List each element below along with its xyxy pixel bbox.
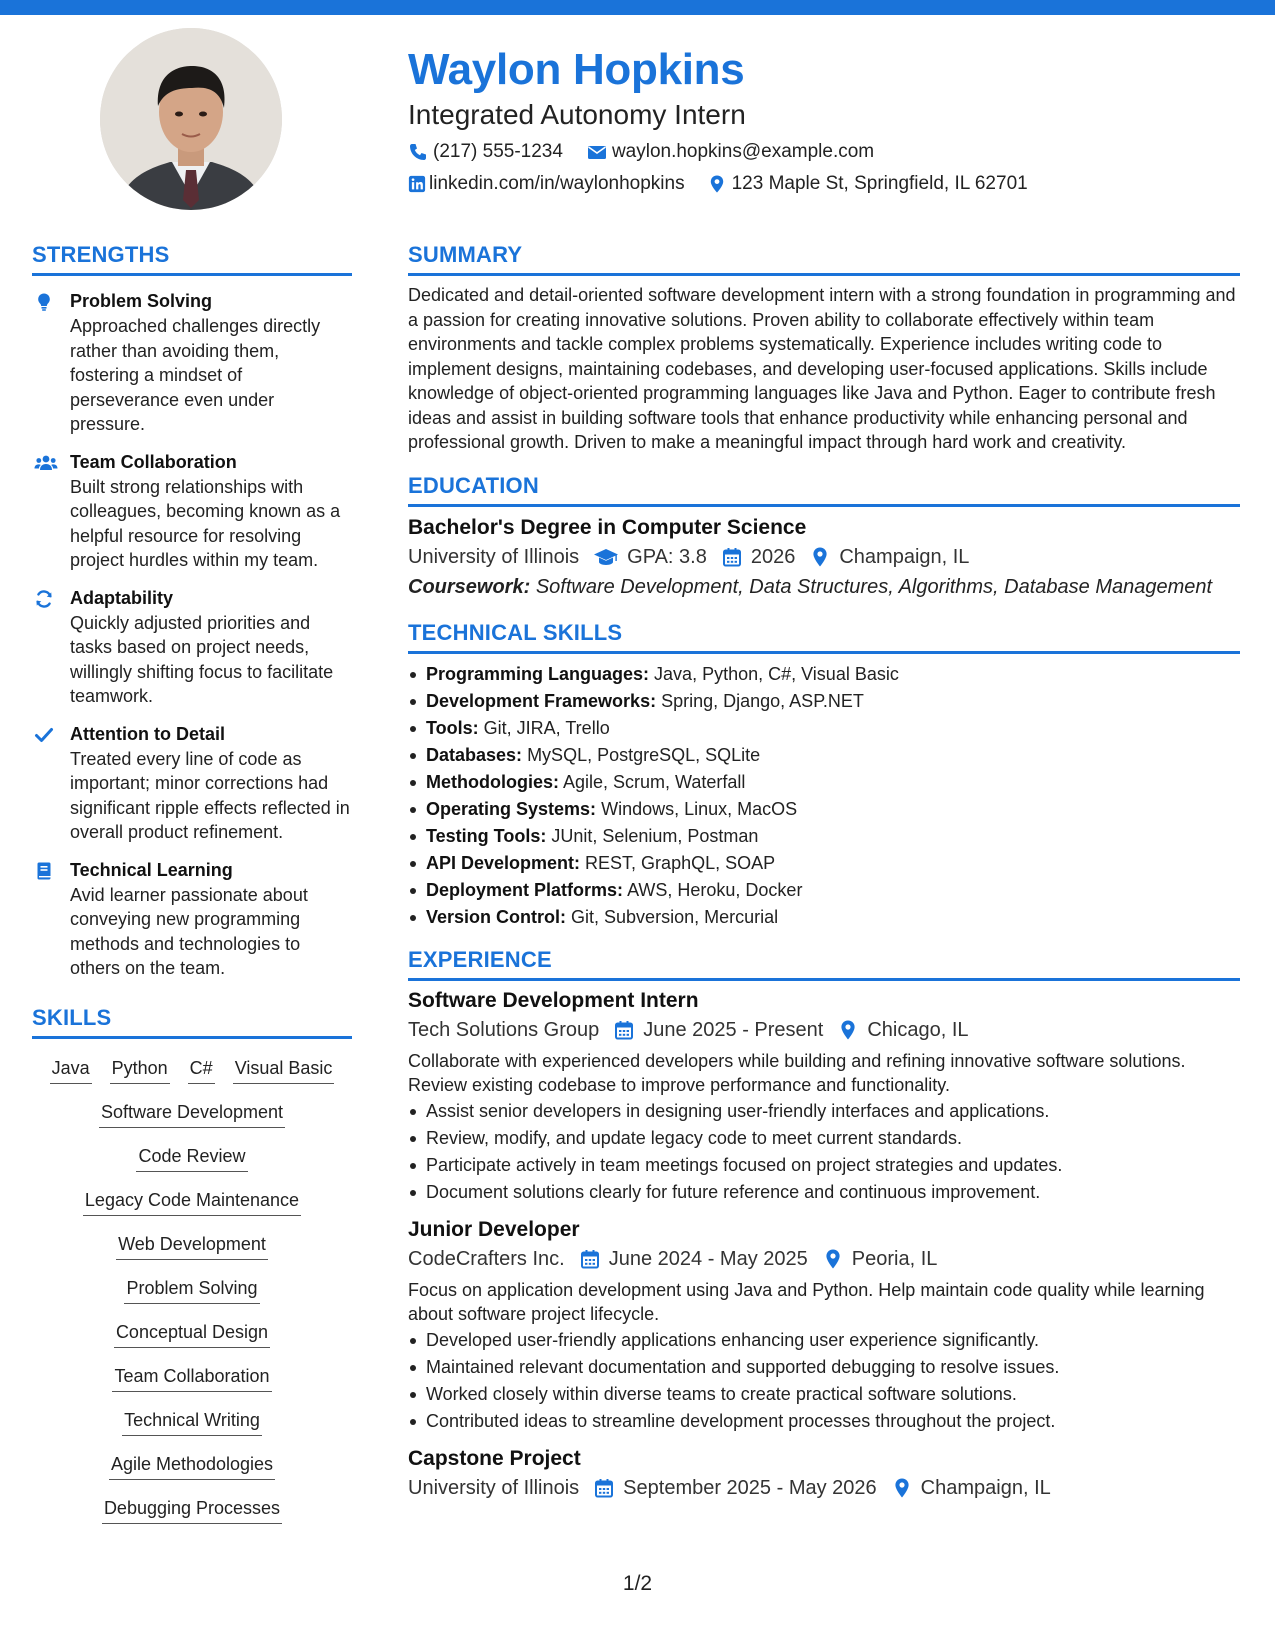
linkedin-icon <box>408 175 426 193</box>
summary-text: Dedicated and detail-oriented software development intern with a strong foundation in programming and a passion for creating innovative solutions. Proven ability to collaborate effectively within team environments and tackle complex problems systematically. Experience includes writing code to implement designs, maintaining codebases, and developing user-focused applications. Skills include knowledge of object-oriented programming languages like Java and Python. Eager to contribute fresh ideas and assist in building software tools that enhance productivity while enhancing personal and professional growth. Driven to make a meaningful impact through hard work and creativity. <box>408 285 1236 452</box>
list-item: Assist senior developers in designing user-friendly interfaces and applications. <box>408 1098 1240 1125</box>
strength-item <box>32 289 352 437</box>
calendar-icon <box>593 1477 615 1499</box>
list-item: Programming Languages: Java, Python, C#, Visual Basic <box>408 661 1240 688</box>
list-item: Tools: Git, JIRA, Trello <box>408 715 1240 742</box>
job-location: Peoria, IL <box>851 1247 938 1270</box>
section-divider <box>408 273 1240 276</box>
strength-title: Technical Learning <box>70 859 233 880</box>
strength-item <box>32 858 352 981</box>
graduation-cap-icon <box>593 546 619 568</box>
job-location: Chicago, IL <box>867 1018 969 1041</box>
phone-icon <box>408 142 428 162</box>
resume-header <box>408 40 1248 200</box>
skill-tag: Agile Methodologies <box>109 1451 275 1480</box>
list-item: Worked closely within diverse teams to create practical software solutions. <box>408 1381 1240 1408</box>
skill-tag: C# <box>188 1055 215 1084</box>
experience-heading: EXPERIENCE <box>408 946 552 972</box>
skill-tag: Technical Writing <box>122 1407 262 1436</box>
address-text: 123 Maple St, Springfield, IL 62701 <box>731 173 1028 194</box>
map-pin-icon <box>809 546 831 568</box>
calendar-icon <box>721 546 743 568</box>
phone-text[interactable]: (217) 555-1234 <box>433 141 563 162</box>
list-item: Operating Systems: Windows, Linux, MacOS <box>408 796 1240 823</box>
lightbulb-icon <box>32 289 70 437</box>
coursework-label: Coursework: <box>408 575 531 598</box>
left-column <box>32 240 352 1533</box>
job-dates: September 2025 - May 2026 <box>623 1476 877 1499</box>
skill-tag: Java <box>50 1055 92 1084</box>
education-meta <box>408 542 1240 572</box>
linkedin-text[interactable]: linkedin.com/in/waylonhopkins <box>429 173 685 194</box>
strengths-heading: STRENGTHS <box>32 242 170 267</box>
calendar-icon <box>613 1019 635 1041</box>
page-number: 1/2 <box>622 1572 653 1595</box>
job-dates: June 2024 - May 2025 <box>608 1247 808 1270</box>
graduation-year: 2026 <box>750 545 796 568</box>
skill-tag: Conceptual Design <box>114 1319 270 1348</box>
check-icon <box>32 722 70 845</box>
list-item: Participate actively in team meetings focused on project strategies and updates. <box>408 1152 1240 1179</box>
strength-item <box>32 722 352 845</box>
company-name: University of Illinois <box>408 1476 580 1499</box>
degree-title: Bachelor's Degree in Computer Science <box>408 515 807 539</box>
strength-title: Attention to Detail <box>70 723 225 744</box>
skill-tag: Team Collaboration <box>112 1363 271 1392</box>
job-meta <box>408 1015 1240 1045</box>
strength-title: Adaptability <box>70 587 174 608</box>
list-item: Document solutions clearly for future reference and continuous improvement. <box>408 1179 1240 1206</box>
section-divider <box>408 504 1240 507</box>
map-pin-icon <box>707 174 727 194</box>
job-title: Junior Developer <box>408 1217 580 1241</box>
skill-tag: Problem Solving <box>124 1275 259 1304</box>
linkedin-item <box>408 168 685 200</box>
candidate-title: Integrated Autonomy Intern <box>408 99 746 130</box>
strength-item <box>32 586 352 709</box>
skill-tag: Python <box>110 1055 170 1084</box>
skill-tag: Visual Basic <box>233 1055 335 1084</box>
job-title: Software Development Intern <box>408 988 699 1012</box>
strength-description: Approached challenges directly rather than avoiding them, fostering a mindset of perseverance even under pressure. <box>70 316 321 434</box>
strength-description: Avid learner passionate about conveying new programming methods and technologies to others on the team. <box>70 884 308 978</box>
coursework-line <box>408 572 1240 602</box>
list-item: Contributed ideas to streamline development processes throughout the project. <box>408 1408 1240 1435</box>
school-location: Champaign, IL <box>839 545 970 568</box>
map-pin-icon <box>837 1019 859 1041</box>
strength-title: Problem Solving <box>70 291 213 311</box>
section-divider <box>32 1036 352 1039</box>
sync-icon <box>32 586 70 709</box>
envelope-icon <box>587 142 607 162</box>
list-item: Version Control: Git, Subversion, Mercurial <box>408 904 1240 931</box>
job-description: Collaborate with experienced developers while building and refining innovative software solutions. Review existing codebase to improve performance and functionality. <box>408 1050 1186 1095</box>
job-location: Champaign, IL <box>920 1476 1051 1499</box>
strength-description: Built strong relationships with colleagues, becoming known as a helpful resource for resolving project hurdles within my team. <box>70 476 341 570</box>
job-meta <box>408 1473 1240 1503</box>
technical-skills-heading: TECHNICAL SKILLS <box>408 619 623 645</box>
skills-heading: SKILLS <box>32 1004 112 1030</box>
job-bullets <box>408 1098 1240 1206</box>
list-item: Maintained relevant documentation and supported debugging to resolve issues. <box>408 1354 1240 1381</box>
contact-row-1 <box>408 136 1248 168</box>
gpa-text: GPA: 3.8 <box>627 545 707 568</box>
skills-list <box>32 1049 352 1533</box>
section-divider <box>408 978 1240 981</box>
list-item: Developed user-friendly applications enhancing user experience significantly. <box>408 1327 1240 1354</box>
job-dates: June 2025 - Present <box>643 1018 824 1041</box>
skill-tag: Web Development <box>116 1231 268 1260</box>
map-pin-icon <box>822 1248 844 1270</box>
section-divider <box>408 651 1240 654</box>
email-text[interactable]: waylon.hopkins@example.com <box>611 141 875 162</box>
technical-skills-list <box>408 661 1240 931</box>
list-item: Methodologies: Agile, Scrum, Waterfall <box>408 769 1240 796</box>
coursework-list: Software Development, Data Structures, Algorithms, Database Management <box>535 575 1213 598</box>
address-item <box>707 168 1028 200</box>
skill-tag: Debugging Processes <box>102 1495 282 1524</box>
top-accent-bar <box>0 0 1275 15</box>
list-item: Review, modify, and update legacy code to meet current standards. <box>408 1125 1240 1152</box>
calendar-icon <box>579 1248 601 1270</box>
email-item <box>587 136 874 168</box>
summary-heading: SUMMARY <box>408 242 523 267</box>
strength-title: Team Collaboration <box>70 451 237 472</box>
list-item: Development Frameworks: Spring, Django, ASP.NET <box>408 688 1240 715</box>
strength-description: Quickly adjusted priorities and tasks based on project needs, willingly shifting focus to facilitate teamwork. <box>70 612 334 706</box>
company-name: CodeCrafters Inc. <box>408 1247 565 1270</box>
phone-item <box>408 136 563 168</box>
skill-tag: Software Development <box>99 1099 285 1128</box>
list-item: Deployment Platforms: AWS, Heroku, Docker <box>408 877 1240 904</box>
list-item: Testing Tools: JUnit, Selenium, Postman <box>408 823 1240 850</box>
job-meta <box>408 1244 1240 1274</box>
map-pin-icon <box>891 1477 913 1499</box>
job-title: Capstone Project <box>408 1446 581 1470</box>
skill-tag: Legacy Code Maintenance <box>83 1187 301 1216</box>
list-item: Databases: MySQL, PostgreSQL, SQLite <box>408 742 1240 769</box>
school-name: University of Illinois <box>408 545 580 568</box>
section-divider <box>32 273 352 276</box>
strength-description: Treated every line of code as important; minor corrections had significant ripple effects reflected in overall product refinement. <box>70 748 350 842</box>
profile-photo <box>100 28 282 210</box>
education-heading: EDUCATION <box>408 472 539 498</box>
skill-tag: Code Review <box>136 1143 247 1172</box>
company-name: Tech Solutions Group <box>408 1018 600 1041</box>
job-description: Focus on application development using Java and Python. Help maintain code quality while learning about software project lifecycle. <box>408 1279 1205 1324</box>
contact-row-2 <box>408 168 1248 200</box>
candidate-name: Waylon Hopkins <box>408 45 745 94</box>
book-icon <box>32 858 70 981</box>
right-column <box>408 240 1240 1503</box>
strength-item <box>32 450 352 573</box>
job-bullets <box>408 1327 1240 1435</box>
users-icon <box>32 450 70 573</box>
list-item: API Development: REST, GraphQL, SOAP <box>408 850 1240 877</box>
